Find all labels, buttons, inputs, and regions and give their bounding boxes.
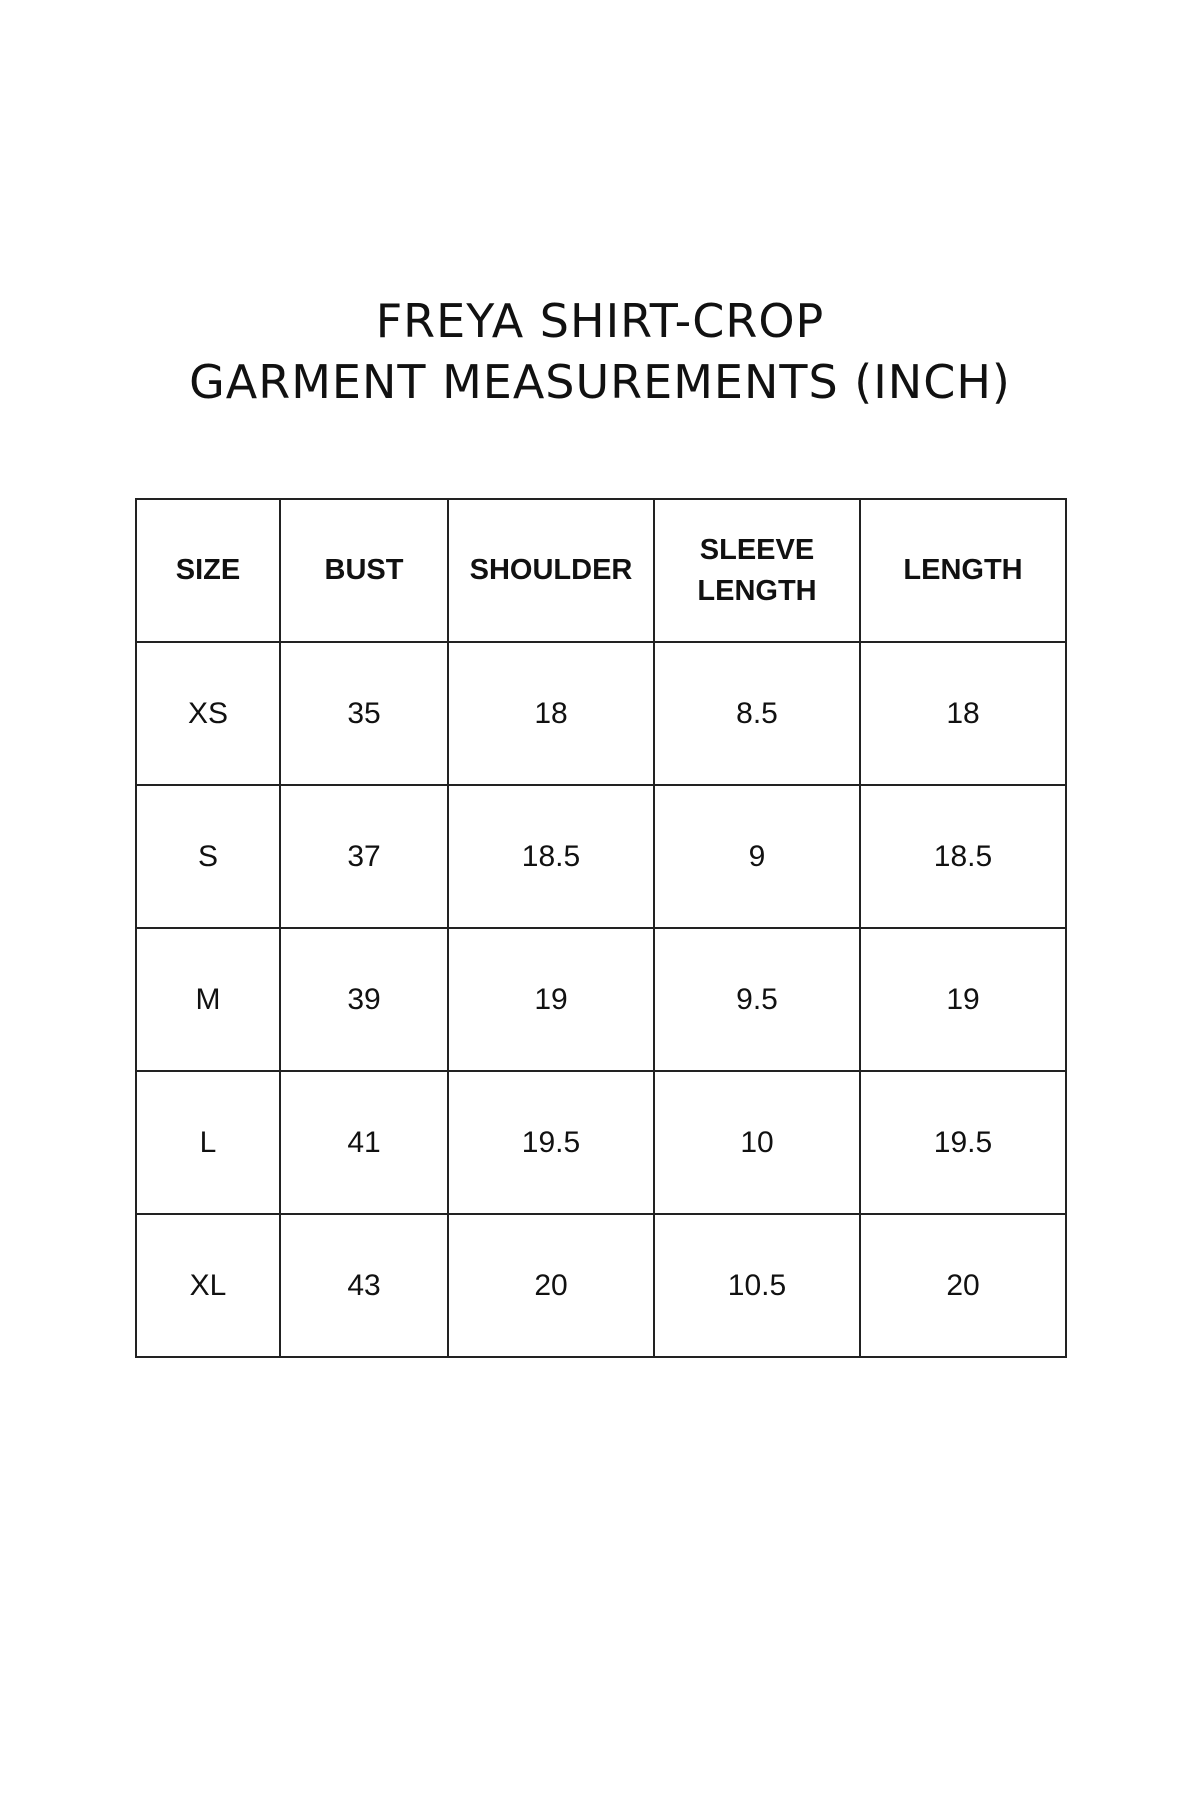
table-row	[136, 1071, 1066, 1214]
cell-bust: 35	[280, 642, 448, 785]
header-length: LENGTH	[860, 499, 1066, 642]
cell-sleeve-length: 10	[654, 1071, 860, 1214]
cell-sleeve-length: 10.5	[654, 1214, 860, 1357]
cell-length: 19	[860, 928, 1066, 1071]
cell-size: XL	[136, 1214, 280, 1357]
header-sleeve-length-line2: LENGTH	[697, 574, 817, 607]
cell-shoulder: 19.5	[448, 1071, 654, 1214]
cell-bust: 37	[280, 785, 448, 928]
title-measurements-label: GARMENT MEASUREMENTS (INCH)	[189, 355, 1011, 409]
cell-length: 20	[860, 1214, 1066, 1357]
title-product-name: FREYA SHIRT-CROP	[375, 294, 825, 348]
table-row	[136, 785, 1066, 928]
cell-length: 19.5	[860, 1071, 1066, 1214]
cell-shoulder: 18.5	[448, 785, 654, 928]
header-shoulder: SHOULDER	[448, 499, 654, 642]
cell-size: S	[136, 785, 280, 928]
cell-size: L	[136, 1071, 280, 1214]
table-row	[136, 642, 1066, 785]
header-sleeve-length	[654, 499, 860, 642]
cell-bust: 43	[280, 1214, 448, 1357]
cell-size: XS	[136, 642, 280, 785]
header-size: SIZE	[136, 499, 280, 642]
cell-size: M	[136, 928, 280, 1071]
header-sleeve-length-line1: SLEEVE	[699, 533, 815, 566]
table-row	[136, 1214, 1066, 1357]
page-title	[0, 291, 1200, 413]
cell-sleeve-length: 9	[654, 785, 860, 928]
cell-sleeve-length: 8.5	[654, 642, 860, 785]
cell-shoulder: 20	[448, 1214, 654, 1357]
table-row	[136, 928, 1066, 1071]
header-row	[136, 499, 1066, 642]
cell-length: 18	[860, 642, 1066, 785]
header-bust: BUST	[280, 499, 448, 642]
cell-bust: 41	[280, 1071, 448, 1214]
size-chart-table	[135, 498, 1067, 1358]
cell-bust: 39	[280, 928, 448, 1071]
cell-shoulder: 19	[448, 928, 654, 1071]
cell-length: 18.5	[860, 785, 1066, 928]
cell-sleeve-length: 9.5	[654, 928, 860, 1071]
cell-shoulder: 18	[448, 642, 654, 785]
